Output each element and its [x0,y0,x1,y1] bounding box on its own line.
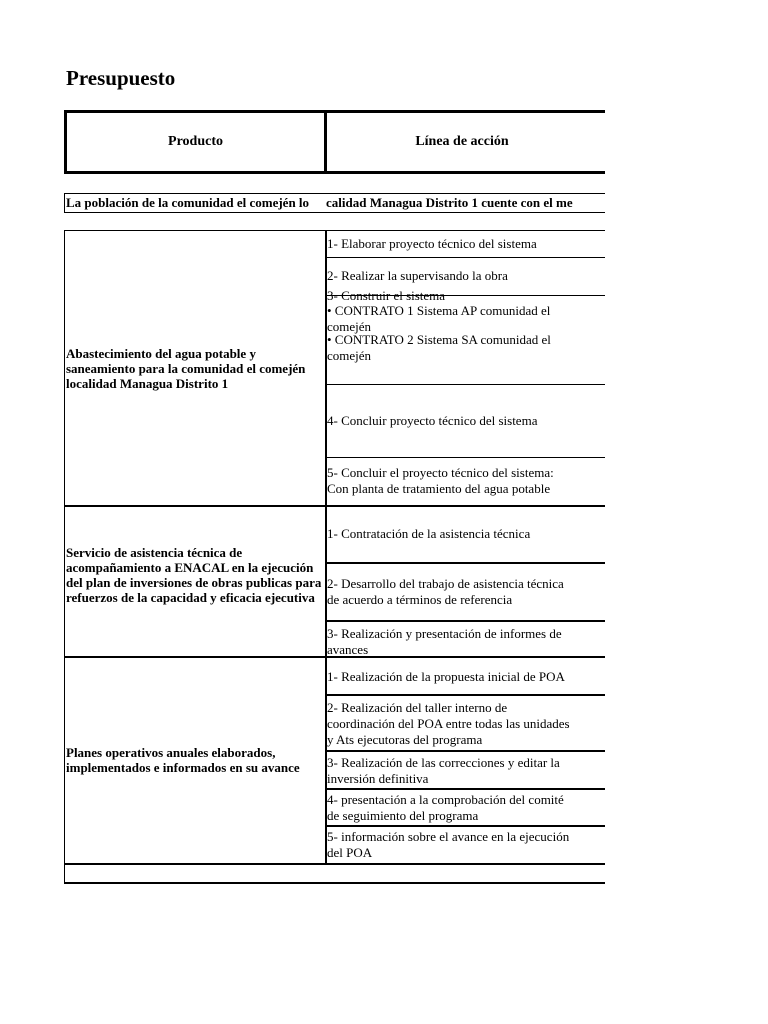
row-divider [326,562,605,564]
product-2: Servicio de asistencia técnica de acompañamiento a ENACAL en la ejecución del plan de inversiones de obras publicas para refuerzos de la capacidad y eficacia ejecutiva [66,545,322,605]
header-producto: Producto [168,134,223,149]
row-divider [326,384,605,385]
action-3-4: 4- presentación a la comprobación del comité de seguimiento del programa [327,792,564,823]
action-2-3: 3- Realización y presentación de informes de avances [327,626,562,657]
action-3-1: 1- Realización de la propuesta inicial de POA [327,669,565,684]
header-linea-accion: Línea de acción [415,134,509,149]
row-divider [326,257,605,258]
action-1-1: 1- Elaborar proyecto técnico del sistema [327,236,537,251]
action-3-3: 3- Realización de las correcciones y editar la inversión definitiva [327,755,560,786]
page-title: Presupuesto [66,66,176,90]
action-1-2: 2- Realizar la supervisando la obra [327,268,508,283]
row-divider [326,788,605,790]
action-2-2: 2- Desarrollo del trabajo de asistencia técnica de acuerdo a términos de referencia [327,576,564,607]
row-divider [326,457,605,458]
row-divider [326,750,605,752]
row-divider [326,620,605,622]
objective-banner [64,193,605,213]
banner-text-right: calidad Managua Distrito 1 cuente con el me [326,195,573,210]
action-1-3-contract-1: • CONTRATO 1 Sistema AP comunidad el comején [327,303,551,334]
group-divider [64,505,605,507]
action-3-2: 2- Realización del taller interno de coordinación del POA entre todas las unidades y Ats ejecutoras del programa [327,700,570,747]
row-divider [326,825,605,827]
action-1-4: 4- Concluir proyecto técnico del sistema [327,413,538,428]
banner-text-left: La población de la comunidad el comején lo [66,195,310,210]
action-1-3-contract-2: • CONTRATO 2 Sistema SA comunidad el comején [327,332,551,363]
product-1: Abastecimiento del agua potable y saneamiento para la comunidad el comején localidad Managua Distrito 1 [66,346,306,391]
action-3-5: 5- información sobre el avance en la ejecución del POA [327,829,570,860]
action-2-1: 1- Contratación de la asistencia técnica [327,526,531,541]
action-1-5: 5- Concluir el proyecto técnico del sistema: Con planta de tratamiento del agua potable [327,465,554,496]
row-divider [326,694,605,696]
group-divider [64,863,605,865]
action-1-3: 3- Construir el sistema [327,288,446,303]
product-3: Planes operativos anuales elaborados, implementados e informados en su avance [66,745,300,775]
